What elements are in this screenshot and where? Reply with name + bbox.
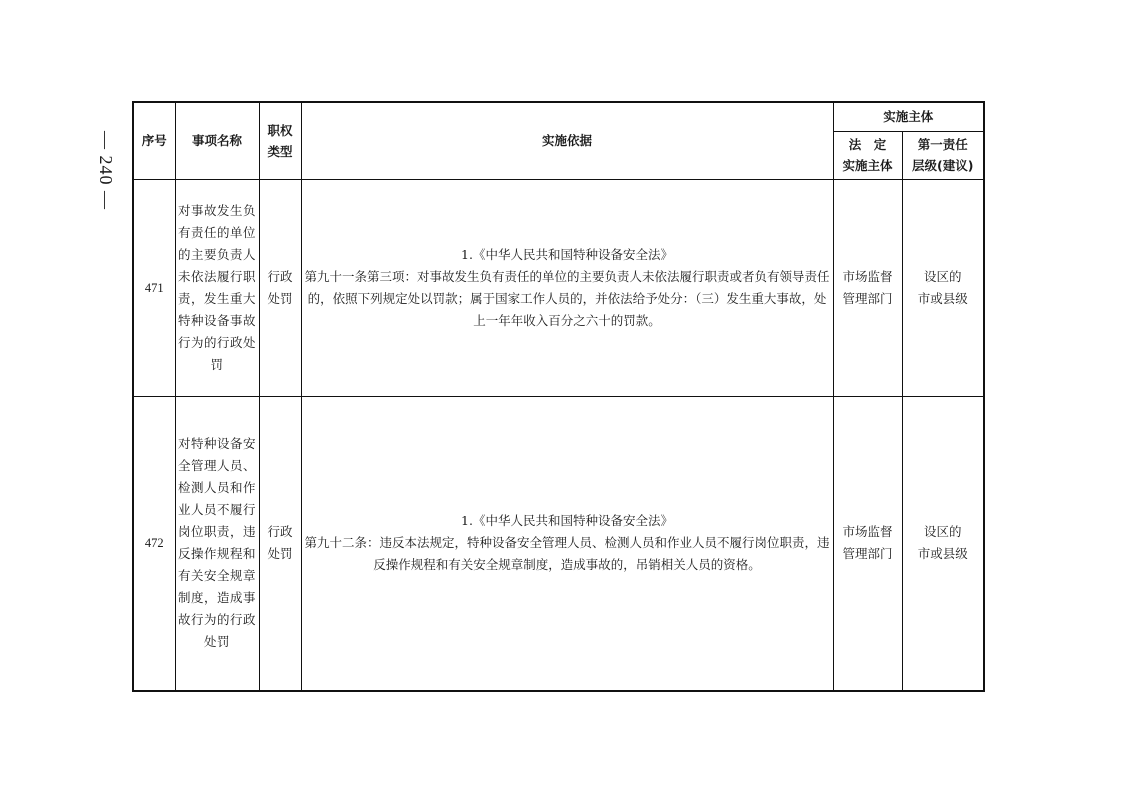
enforcement-table bbox=[132, 101, 985, 692]
row-item-name: 对事故发生负有责任的单位的主要负责人未依法履行职责，发生重大特种设备事故行为的行政处罚 bbox=[175, 179, 259, 396]
row-responsibility-level-line1: 设区的 bbox=[924, 268, 962, 284]
row-authority-type-line1: 行政 bbox=[267, 524, 293, 540]
row-basis-law-title: 1.《中华人民共和国特种设备安全法》 bbox=[461, 513, 673, 529]
header-authority-type-line1: 职权 bbox=[267, 122, 293, 138]
header-authority-type bbox=[259, 102, 301, 179]
header-legal-entity-line1: 法 定 bbox=[848, 137, 887, 152]
header-first-responsibility-line2: 层级(建议) bbox=[912, 158, 974, 173]
row-authority-type-line1: 行政 bbox=[267, 268, 293, 284]
row-basis-law-title: 1.《中华人民共和国特种设备安全法》 bbox=[461, 246, 673, 262]
row-responsibility-level-line1: 设区的 bbox=[924, 524, 962, 540]
row-legal-entity bbox=[833, 396, 902, 691]
header-seq: 序号 bbox=[133, 102, 175, 179]
table-row bbox=[133, 396, 984, 691]
row-basis-article: 第九十二条：违反本法规定，特种设备安全管理人员、检测人员和作业人员不履行岗位职责，违反操作规程和有关安全规章制度，造成事故的，吊销相关人员的资格。 bbox=[304, 535, 830, 573]
row-responsibility-level bbox=[902, 179, 984, 396]
header-first-responsibility bbox=[902, 131, 984, 179]
header-row-top bbox=[133, 102, 984, 131]
row-authority-type-line2: 处罚 bbox=[267, 546, 293, 562]
header-item-name: 事项名称 bbox=[175, 102, 259, 179]
row-legal-entity-line1: 市场监督 bbox=[842, 524, 893, 540]
header-implementing-entity: 实施主体 bbox=[833, 102, 984, 131]
row-responsibility-level bbox=[902, 396, 984, 691]
row-seq: 472 bbox=[133, 396, 175, 691]
row-seq: 471 bbox=[133, 179, 175, 396]
row-basis bbox=[301, 179, 833, 396]
header-legal-entity-line2: 实施主体 bbox=[842, 158, 893, 173]
header-first-responsibility-line1: 第一责任 bbox=[917, 137, 968, 152]
header-basis: 实施依据 bbox=[301, 102, 833, 179]
row-legal-entity-line1: 市场监督 bbox=[842, 268, 893, 284]
row-authority-type bbox=[259, 179, 301, 396]
row-responsibility-level-line2: 市或县级 bbox=[917, 546, 968, 562]
row-legal-entity bbox=[833, 179, 902, 396]
page-number: — 240 — bbox=[96, 130, 116, 210]
row-authority-type bbox=[259, 396, 301, 691]
row-authority-type-line2: 处罚 bbox=[267, 290, 293, 306]
table-row bbox=[133, 179, 984, 396]
row-item-name: 对特种设备安全管理人员、检测人员和作业人员不履行岗位职责，违反操作规程和有关安全规章制度，造成事故行为的行政处罚 bbox=[175, 396, 259, 691]
row-basis-article: 第九十一条第三项：对事故发生负有责任的单位的主要负责人未依法履行职责或者负有领导责任的，依照下列规定处以罚款；属于国家工作人员的，并依法给予处分：（三）发生重大事故，处上一年年收入百分之六十的罚款。 bbox=[304, 268, 830, 328]
row-basis bbox=[301, 396, 833, 691]
header-authority-type-line2: 类型 bbox=[267, 143, 293, 159]
row-responsibility-level-line2: 市或县级 bbox=[917, 290, 968, 306]
header-legal-entity bbox=[833, 131, 902, 179]
row-legal-entity-line2: 管理部门 bbox=[842, 546, 893, 562]
row-legal-entity-line2: 管理部门 bbox=[842, 290, 893, 306]
